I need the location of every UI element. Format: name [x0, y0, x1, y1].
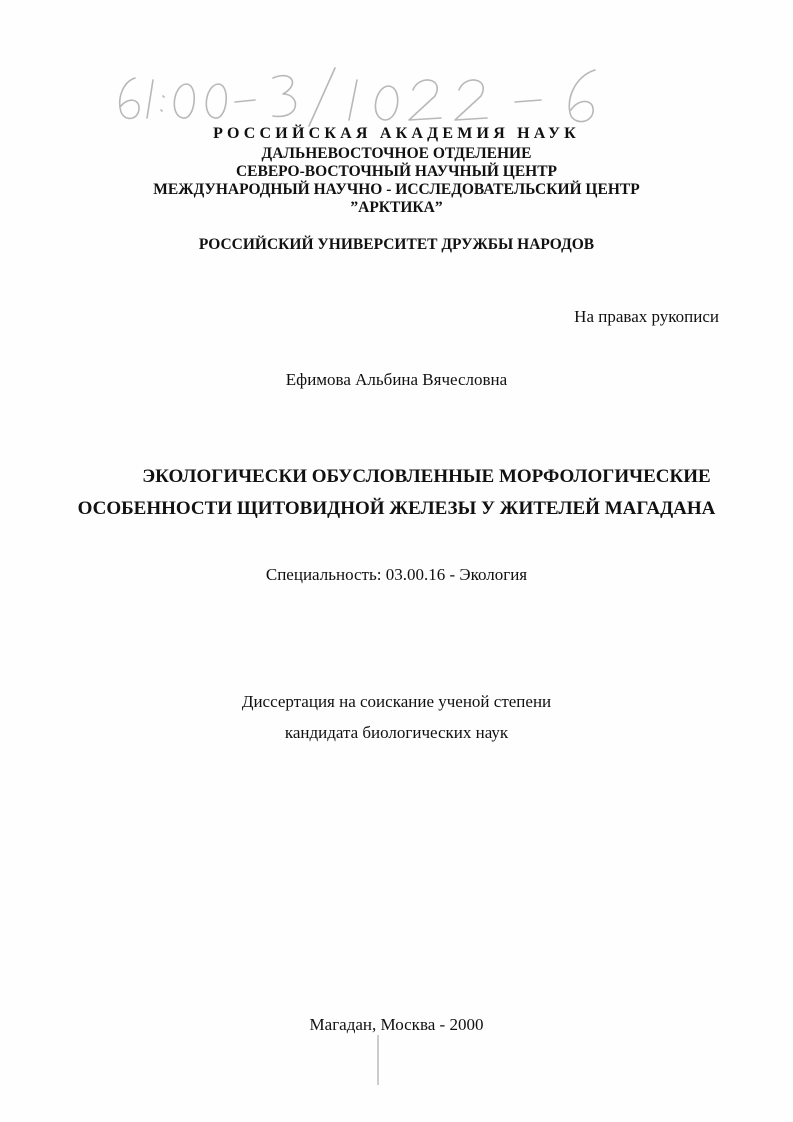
thesis-title-line-2: ОСОБЕННОСТИ ЩИТОВИДНОЙ ЖЕЛЕЗЫ У ЖИТЕЛЕЙ МАГАДАНА	[77, 498, 716, 519]
academy-name: РОССИЙСКАЯ АКАДЕМИЯ НАУК	[213, 125, 580, 142]
arctic-center-name: ”АРКТИКА”	[350, 199, 443, 216]
research-center-name: СЕВЕРО-ВОСТОЧНЫЙ НАУЧНЫЙ ЦЕНТР	[235, 163, 558, 180]
branch-name: ДАЛЬНЕВОСТОЧНОЕ ОТДЕЛЕНИЕ	[261, 145, 532, 162]
handwritten-mark-drawing	[95, 60, 655, 130]
handwritten-archive-mark	[95, 60, 655, 130]
author-name: Ефимова Альбина Вячесловна	[285, 370, 508, 389]
international-center-name: МЕЖДУНАРОДНЫЙ НАУЧНО - ИССЛЕДОВАТЕЛЬСКИЙ ЦЕНТР	[153, 181, 640, 198]
place-and-year: Магадан, Москва - 2000	[309, 1015, 484, 1034]
scan-scratch-mark	[372, 1035, 384, 1085]
specialty: Специальность: 03.00.16 - Экология	[265, 565, 528, 584]
university-name: РОССИЙСКИЙ УНИВЕРСИТЕТ ДРУЖБЫ НАРОДОВ	[198, 236, 595, 253]
degree-line-1: Диссертация на соискание ученой степени	[241, 692, 552, 711]
degree-line-2: кандидата биологических наук	[284, 723, 509, 742]
rights-note: На правах рукописи	[574, 307, 719, 326]
thesis-title-line-1: ЭКОЛОГИЧЕСКИ ОБУСЛОВЛЕННЫЕ МОРФОЛОГИЧЕСКИЕ	[142, 466, 711, 487]
